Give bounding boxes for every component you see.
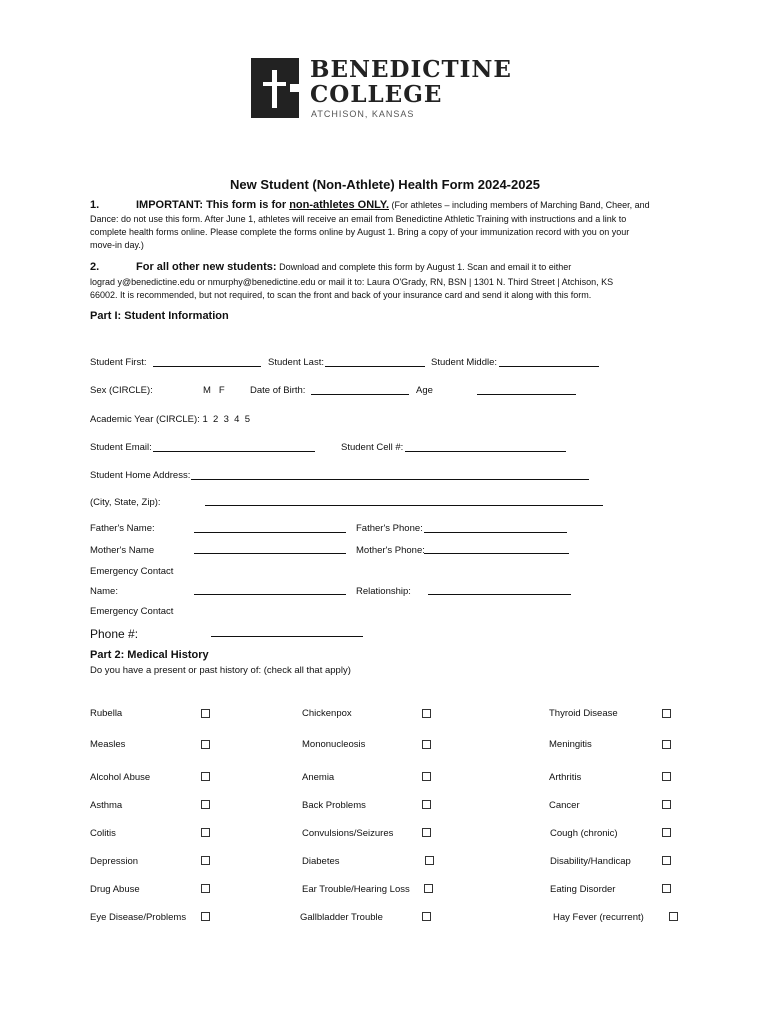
condition-checkbox[interactable]: [662, 856, 671, 865]
condition-label: Anemia: [302, 772, 335, 783]
condition-checkbox[interactable]: [662, 828, 671, 837]
condition-checkbox[interactable]: [425, 856, 434, 865]
condition-label: Gallbladder Trouble: [300, 912, 383, 923]
emergency-contact-label-2: Emergency Contact: [90, 606, 174, 617]
mothers-name-label: Mother's Name: [90, 545, 155, 556]
home-address-field[interactable]: [191, 479, 589, 480]
item-1-rest: (For athletes – including members of Marching Band, Cheer, and: [389, 200, 650, 210]
item-1-line-4: move-in day.): [90, 240, 144, 250]
student-first-field[interactable]: [153, 366, 261, 367]
condition-checkbox[interactable]: [422, 740, 431, 749]
condition-label: Rubella: [90, 708, 123, 719]
condition-label: Depression: [90, 856, 139, 867]
student-first-label: Student First:: [90, 357, 147, 368]
item-1-number: 1.: [90, 199, 100, 211]
condition-label: Cough (chronic): [550, 828, 618, 839]
condition-label: Eye Disease/Problems: [90, 912, 187, 923]
condition-checkbox[interactable]: [201, 912, 210, 921]
item-1-line-3: complete health forms online. Please complete the forms online by August 1. Bring a copy of your immunization record with you on your: [90, 227, 630, 237]
condition-checkbox[interactable]: [201, 709, 210, 718]
condition-label: Drug Abuse: [90, 884, 140, 895]
emergency-contact-label-1: Emergency Contact: [90, 566, 174, 577]
condition-checkbox[interactable]: [662, 740, 671, 749]
condition-checkbox[interactable]: [422, 828, 431, 837]
condition-label: Convulsions/Seizures: [302, 828, 394, 839]
home-address-label: Student Home Address:: [90, 470, 191, 481]
part-1-heading: Part I: Student Information: [90, 310, 229, 322]
item-1-line-2: Dance: do not use this form. After June 1, athletes will receive an email from Benedictine Athletic Training with instructions and a link to: [90, 214, 627, 224]
emergency-name-label: Name:: [90, 586, 118, 597]
condition-label: Measles: [90, 739, 126, 750]
city-state-zip-label: (City, State, Zip):: [90, 497, 161, 508]
student-cell-label: Student Cell #:: [341, 442, 404, 453]
condition-label: Ear Trouble/Hearing Loss: [302, 884, 410, 895]
condition-label: Colitis: [90, 828, 116, 839]
logo-line-2: COLLEGE: [310, 81, 443, 108]
condition-checkbox[interactable]: [662, 709, 671, 718]
condition-checkbox[interactable]: [662, 772, 671, 781]
condition-checkbox[interactable]: [662, 800, 671, 809]
emergency-phone-field[interactable]: [211, 636, 363, 637]
item-2-line-2: lograd y@benedictine.edu or nmurphy@benedictine.edu or mail it to: Laura O'Grady, RN, BSN | 1301 N. Third Street | Atchison, KS: [90, 277, 614, 287]
city-state-zip-field[interactable]: [205, 505, 603, 506]
student-email-field[interactable]: [153, 451, 315, 452]
condition-label: Chickenpox: [302, 708, 352, 719]
condition-label: Meningitis: [549, 739, 592, 750]
condition-checkbox[interactable]: [424, 884, 433, 893]
logo-emblem: [251, 58, 299, 118]
condition-label: Back Problems: [302, 800, 366, 811]
condition-label: Asthma: [90, 800, 123, 811]
relationship-label: Relationship:: [356, 586, 411, 597]
logo-location: ATCHISON, KANSAS: [311, 109, 415, 119]
condition-checkbox[interactable]: [422, 772, 431, 781]
logo-line-1: BENEDICTINE: [310, 56, 512, 83]
condition-checkbox[interactable]: [201, 800, 210, 809]
mothers-phone-field[interactable]: [424, 553, 569, 554]
fathers-phone-label: Father's Phone:: [356, 523, 423, 534]
part-2-heading: Part 2: Medical History: [90, 649, 209, 661]
age-field[interactable]: [477, 394, 576, 395]
fathers-name-label: Father's Name:: [90, 523, 155, 534]
fathers-name-field[interactable]: [194, 532, 346, 533]
student-last-label: Student Last:: [268, 357, 324, 368]
item-1-lead: IMPORTANT: This form is for: [136, 199, 290, 211]
condition-checkbox[interactable]: [201, 856, 210, 865]
condition-label: Alcohol Abuse: [90, 772, 151, 783]
emergency-name-field[interactable]: [194, 594, 346, 595]
condition-checkbox[interactable]: [201, 828, 210, 837]
phone-label: Phone #:: [90, 627, 139, 641]
condition-checkbox[interactable]: [662, 884, 671, 893]
form-title: New Student (Non-Athlete) Health Form 2024-2025: [230, 177, 540, 192]
item-2-rest: Download and complete this form by August 1. Scan and email it to either: [276, 262, 572, 272]
condition-label: Diabetes: [302, 856, 340, 867]
sex-options[interactable]: M F: [203, 385, 225, 396]
condition-checkbox[interactable]: [422, 800, 431, 809]
condition-checkbox[interactable]: [422, 912, 431, 921]
item-2-lead: For all other new students:: [136, 261, 277, 273]
student-email-label: Student Email:: [90, 442, 152, 453]
part-2-subheading: Do you have a present or past history of: (check all that apply): [90, 665, 351, 676]
condition-checkbox[interactable]: [201, 884, 210, 893]
fathers-phone-field[interactable]: [424, 532, 567, 533]
condition-label: Cancer: [549, 800, 580, 811]
item-1-underlined: non-athletes ONLY.: [289, 199, 390, 211]
condition-label: Hay Fever (recurrent): [553, 912, 644, 923]
condition-checkbox[interactable]: [422, 709, 431, 718]
condition-checkbox[interactable]: [201, 740, 210, 749]
academic-year[interactable]: Academic Year (CIRCLE): 1 2 3 4 5: [90, 414, 250, 425]
condition-label: Arthritis: [549, 772, 582, 783]
condition-label: Eating Disorder: [550, 884, 616, 895]
dob-label: Date of Birth:: [250, 385, 306, 396]
mothers-phone-label: Mother's Phone:: [356, 545, 425, 556]
sex-label: Sex (CIRCLE):: [90, 385, 153, 396]
student-middle-field[interactable]: [499, 366, 599, 367]
condition-label: Thyroid Disease: [549, 708, 618, 719]
age-label: Age: [416, 385, 433, 396]
student-middle-label: Student Middle:: [431, 357, 498, 368]
condition-label: Mononucleosis: [302, 739, 366, 750]
mothers-name-field[interactable]: [194, 553, 346, 554]
condition-checkbox[interactable]: [201, 772, 210, 781]
condition-label: Disability/Handicap: [550, 856, 631, 867]
item-2-line-3: 66002. It is recommended, but not required, to scan the front and back of your insurance card and send it along with this form.: [90, 290, 592, 300]
student-cell-field[interactable]: [405, 451, 566, 452]
item-2-number: 2.: [90, 261, 100, 273]
dob-field[interactable]: [311, 394, 409, 395]
student-last-field[interactable]: [325, 366, 425, 367]
relationship-field[interactable]: [428, 594, 571, 595]
condition-checkbox[interactable]: [669, 912, 678, 921]
